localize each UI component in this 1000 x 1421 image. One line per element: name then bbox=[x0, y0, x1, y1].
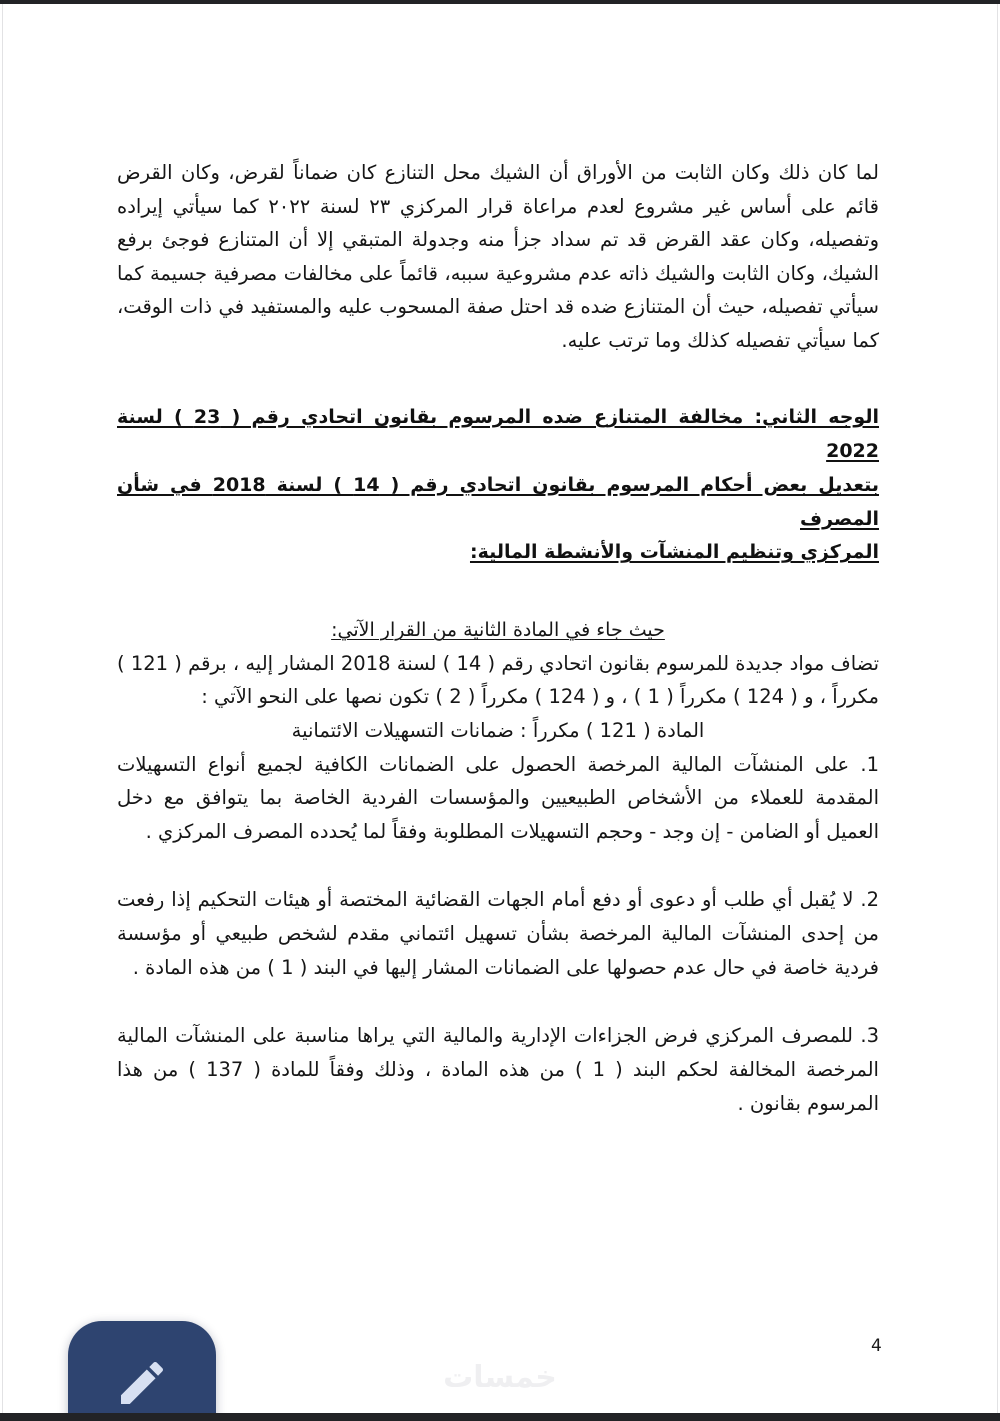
clause-3: 3. للمصرف المركزي فرض الجزاءات الإدارية والمالية التي يراها مناسبة على المنشآت المالية المرخصة المخالفة لحكم البند ( 1 ) من هذه المادة ، وذلك وفقاً للمادة ( 137 ) من هذا المرسوم بقانون . bbox=[117, 1024, 879, 1115]
page-number: 4 bbox=[871, 1336, 882, 1356]
section-heading-second-ground bbox=[117, 401, 879, 570]
spacer bbox=[117, 849, 879, 883]
watermark: خمسات bbox=[443, 1360, 557, 1395]
spacer bbox=[117, 985, 879, 1019]
document-text-column bbox=[117, 156, 879, 1121]
page-edge-left bbox=[2, 4, 3, 1413]
paragraph-added-articles: تضاف مواد جديدة للمرسوم بقانون اتحادي رقم ( 14 ) لسنة 2018 المشار إليه ، برقم ( 121 ) مكرراً ، و ( 124 ) مكرراً ( 1 ) ، و ( 124 ) مكرراً ( 2 ) تكون نصها على النحو الآتي : bbox=[117, 651, 879, 709]
subheading-text: حيث جاء في المادة الثانية من القرار الآتي: bbox=[331, 619, 665, 642]
heading-line-1: الوجه الثاني: مخالفة المتنازع ضده المرسوم بقانون اتحادي رقم ( 23 ) لسنة 2022 bbox=[117, 406, 879, 462]
heading-line-3: المركزي وتنظيم المنشآت والأنشطة المالية: bbox=[469, 541, 879, 564]
viewer-bottom-bar bbox=[0, 1413, 1000, 1421]
pencil-icon bbox=[114, 1355, 170, 1411]
viewer-top-bar bbox=[0, 0, 1000, 4]
paragraph-intro: لما كان ذلك وكان الثابت من الأوراق أن الشيك محل التنازع كان ضماناً لقرض، وكان القرض قائم على أساس غير مشروع لعدم مراعاة قرار المركزي ٢٣ لسنة ٢٠٢٢ كما سيأتي إيراده وتفصيله، وكان عقد القرض قد تم سداد جزأ منه وجدولة المتبقي إلا أن المتنازع فوجئ برفع الشيك، وكان الثابت والشيك ذاته عدم مشروعية سببه، قائماً على مخالفات مصرفية جسيمة كما سيأتي تفصيله، حيث أن المتنازع ضده قد احتل صفة المسحوب عليه والمستفيد في ذات الوقت، كما سيأتي تفصيله كذلك وما ترتب عليه. bbox=[117, 161, 879, 352]
subheading-decision-article-two bbox=[117, 614, 879, 647]
spacer bbox=[117, 570, 879, 614]
page-edge-right bbox=[997, 4, 998, 1413]
clause-2: 2. لا يُقبل أي طلب أو دعوى أو دفع أمام الجهات القضائية المختصة أو هيئات التحكيم إذا رفعت من إحدى المنشآت المالية المرخصة بشأن تسهيل ائتماني مقدم لشخص طبيعي أو مؤسسة فردية خاصة في حال عدم حصولها على الضمانات المشار إليها في البند ( 1 ) من هذه المادة . bbox=[117, 888, 879, 980]
spacer bbox=[117, 357, 879, 401]
heading-line-2: بتعديل بعض أحكام المرسوم بقانون اتحادي رقم ( 14 ) لسنة 2018 في شأن المصرف bbox=[117, 473, 879, 530]
document-page bbox=[3, 4, 997, 1413]
edit-fab-button[interactable] bbox=[68, 1321, 216, 1421]
article-title-121: المادة ( 121 ) مكرراً : ضمانات التسهيلات الائتمانية bbox=[291, 718, 705, 742]
clause-1: 1. على المنشآت المالية المرخصة الحصول على الضمانات الكافية لجميع أنواع التسهيلات المقدمة للعملاء من الأشخاص الطبيعيين والمؤسسات الفردية الخاصة بما يتوافق مع دخل العميل أو الضامن - إن وجد - وحجم التسهيلات المطلوبة وفقاً لما يُحدده المصرف المركزي . bbox=[117, 752, 879, 844]
